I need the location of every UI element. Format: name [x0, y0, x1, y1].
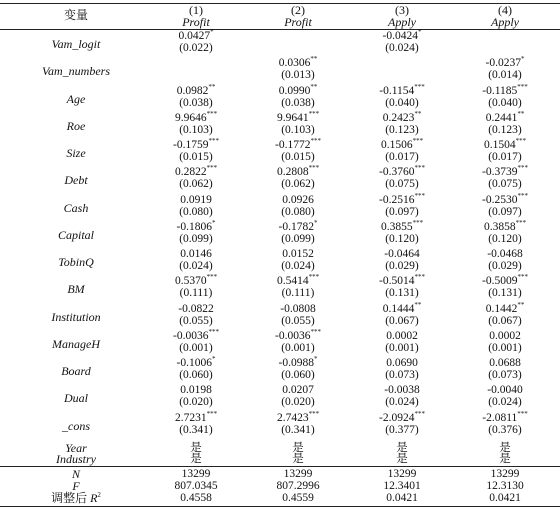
- coefficient-value: 0.2441: [485, 111, 518, 124]
- fixed-effect-value: 是: [292, 442, 304, 454]
- standard-error: (0.038): [179, 96, 213, 109]
- coefficient: [177, 357, 216, 369]
- fixed-effect-value: 是: [190, 442, 202, 454]
- coefficient: [174, 109, 218, 124]
- standard-error: (0.377): [385, 423, 419, 436]
- significance-stars: **: [208, 82, 216, 91]
- column-number: (4): [498, 3, 512, 17]
- coefficient-value: -0.0464: [384, 248, 420, 260]
- significance-stars: ***: [414, 409, 425, 418]
- coefficient: [485, 109, 525, 124]
- column-number: (2): [291, 3, 305, 17]
- coefficient-value: 0.0002: [386, 329, 418, 342]
- coefficient-value: 0.0198: [180, 384, 212, 397]
- coefficient-value: -0.0036: [173, 329, 209, 342]
- stat-label: F: [72, 479, 80, 493]
- coefficient-value: -0.2516: [379, 193, 415, 206]
- standard-error: (0.020): [179, 396, 213, 409]
- coefficient: [280, 303, 315, 315]
- standard-error: (0.040): [385, 96, 419, 109]
- significance-stars: *: [520, 55, 525, 64]
- coefficient-value: 0.0306: [278, 57, 311, 70]
- standard-error: (0.341): [179, 423, 213, 436]
- coefficient: [484, 139, 526, 151]
- fixed-effect-value: 是: [190, 453, 202, 465]
- coefficient: [379, 409, 425, 424]
- coefficient-value: 0.5370: [174, 275, 207, 288]
- coefficient-value: 0.0990: [278, 84, 311, 97]
- coefficient: [379, 166, 425, 178]
- significance-stars: **: [310, 82, 318, 91]
- coefficient: [180, 248, 212, 260]
- coefficient: [486, 57, 525, 69]
- coefficient: [277, 166, 319, 178]
- significance-stars: ***: [515, 137, 527, 145]
- coefficient: [384, 384, 419, 396]
- fixed-effect-value: 是: [499, 453, 511, 465]
- standard-error: (0.060): [281, 369, 315, 381]
- standard-error: (0.022): [179, 42, 213, 54]
- coefficient: [282, 194, 314, 206]
- coefficient-value: 0.0926: [282, 193, 314, 206]
- coefficient: [487, 248, 522, 260]
- standard-error: (0.067): [488, 314, 522, 327]
- coefficient: [276, 109, 320, 124]
- stat-label-symbol: R: [90, 491, 98, 505]
- coefficient-value: 0.1444: [382, 302, 415, 315]
- variable-name: Board: [61, 364, 91, 378]
- column-number: (3): [395, 3, 409, 17]
- coefficient-value: 0.0427: [178, 30, 211, 42]
- standard-error: (0.097): [385, 205, 419, 218]
- stat-value: 0.4559: [282, 492, 314, 504]
- significance-stars: **: [414, 109, 422, 118]
- stat-label-superscript: 2: [97, 491, 101, 499]
- coefficient-value: 0.0688: [489, 357, 521, 369]
- coefficient: [178, 30, 213, 42]
- standard-error: (0.080): [179, 205, 213, 218]
- coefficient: [482, 409, 528, 424]
- significance-stars: **: [414, 300, 422, 309]
- coefficient: [282, 248, 314, 260]
- coefficient: [489, 357, 521, 369]
- stat-label: [51, 492, 101, 504]
- significance-stars: ***: [308, 409, 320, 418]
- coefficient-value: 0.2808: [276, 166, 309, 179]
- coefficient-value: -0.3739: [482, 166, 518, 179]
- standard-error: (0.073): [385, 369, 419, 381]
- dependent-variable-label: Apply: [491, 15, 519, 29]
- standard-error: (0.017): [488, 151, 522, 163]
- variable-name: BM: [67, 282, 85, 297]
- coefficient-value: -0.1806: [176, 220, 212, 233]
- coefficient: [485, 300, 525, 315]
- stats-top-rule: [0, 466, 560, 467]
- significance-stars: *: [313, 218, 318, 227]
- coefficient: [381, 139, 423, 151]
- coefficient-value: 0.0919: [180, 193, 212, 206]
- standard-error: (0.080): [281, 205, 315, 218]
- coefficient-value: -2.0924: [379, 411, 415, 424]
- stat-value: 13299: [181, 468, 211, 480]
- coefficient-value: -0.5014: [379, 275, 415, 288]
- significance-stars: ***: [414, 191, 425, 200]
- fixed-effect-value: 是: [396, 442, 408, 454]
- fixed-effect-value: 是: [292, 453, 304, 465]
- variable-name: Age: [66, 91, 86, 106]
- coefficient: [278, 218, 318, 233]
- coefficient-value: -0.5009: [482, 275, 518, 288]
- coefficient-value: 0.2423: [382, 111, 415, 124]
- standard-error: (0.024): [281, 260, 315, 272]
- coefficient: [176, 82, 216, 97]
- variable-column-header: 变量: [63, 8, 89, 22]
- significance-stars: ***: [517, 409, 528, 418]
- stat-label-prefix: 调整后: [51, 491, 91, 505]
- coefficient: [278, 82, 318, 97]
- coefficient: [279, 57, 318, 69]
- significance-stars: ***: [206, 409, 218, 418]
- standard-error: (0.111): [281, 287, 315, 300]
- significance-stars: ***: [517, 82, 528, 91]
- coefficient-value: 0.3858: [483, 220, 516, 233]
- coefficient: [382, 300, 422, 315]
- coefficient-value: -0.0237: [485, 57, 521, 70]
- coefficient-value: 9.9641: [276, 111, 309, 124]
- standard-error: (0.015): [179, 151, 213, 163]
- standard-error: (0.029): [488, 260, 522, 272]
- significance-stars: ***: [308, 273, 320, 282]
- column-number: (1): [189, 3, 203, 17]
- coefficient: [180, 384, 212, 396]
- significance-stars: ***: [515, 218, 527, 227]
- coefficient-value: -0.0040: [487, 384, 523, 397]
- significance-stars: ***: [517, 164, 528, 173]
- standard-error: (0.014): [488, 69, 522, 82]
- significance-stars: ***: [208, 137, 219, 145]
- significance-stars: *: [210, 28, 214, 36]
- coefficient: [379, 82, 425, 97]
- coefficient-value: -0.2530: [482, 193, 518, 206]
- standard-error: (0.073): [488, 369, 522, 381]
- coefficient: [282, 384, 314, 396]
- standard-error: (0.062): [281, 178, 315, 191]
- standard-error: (0.131): [488, 287, 522, 300]
- coefficient: [483, 218, 527, 233]
- significance-stars: **: [517, 109, 525, 118]
- fixed-effect-label: Year: [65, 441, 87, 455]
- coefficient-value: 0.5414: [276, 275, 309, 288]
- standard-error: (0.067): [385, 314, 419, 327]
- coefficient-value: 0.1506: [380, 139, 413, 151]
- significance-stars: ***: [208, 327, 219, 336]
- coefficient: [379, 191, 425, 206]
- significance-stars: ***: [414, 82, 425, 91]
- coefficient-value: -0.0036: [275, 329, 311, 342]
- significance-stars: ***: [517, 273, 528, 282]
- coefficient-value: -0.1759: [173, 139, 209, 151]
- coefficient-value: -0.1782: [278, 220, 314, 233]
- standard-error: (0.111): [179, 287, 213, 300]
- fixed-effect-value: 是: [499, 442, 511, 454]
- standard-error: (0.097): [488, 205, 522, 218]
- significance-stars: ***: [206, 273, 218, 282]
- variable-name: Debt: [64, 173, 88, 188]
- coefficient: [487, 384, 522, 396]
- stat-label: N: [71, 467, 81, 481]
- standard-error: (0.001): [179, 341, 213, 354]
- significance-stars: *: [211, 355, 216, 363]
- significance-stars: ***: [412, 137, 424, 145]
- fixed-effect-value: 是: [396, 453, 408, 465]
- standard-error: (0.376): [488, 423, 522, 436]
- standard-error: (0.062): [179, 178, 213, 191]
- significance-stars: *: [211, 218, 216, 227]
- coefficient-value: 9.9646: [174, 111, 207, 124]
- standard-error: (0.055): [281, 314, 315, 327]
- stat-value: 12.3401: [383, 480, 421, 492]
- standard-error: (0.001): [385, 341, 419, 354]
- standard-error: (0.120): [385, 232, 419, 245]
- coefficient-value: -0.0822: [178, 302, 214, 315]
- standard-error: (0.024): [385, 42, 419, 54]
- variable-name: _cons: [62, 418, 90, 433]
- standard-error: (0.038): [281, 96, 315, 109]
- coefficient-value: 0.1442: [485, 302, 518, 315]
- coefficient: [380, 218, 424, 233]
- coefficient: [173, 139, 219, 151]
- standard-error: (0.015): [281, 151, 315, 163]
- standard-error: (0.017): [385, 151, 419, 163]
- variable-name: Vam_numbers: [42, 64, 110, 79]
- coefficient: [482, 166, 528, 178]
- stat-value: 13299: [387, 468, 417, 480]
- coefficient: [482, 275, 528, 287]
- coefficient-value: 0.1504: [483, 139, 516, 151]
- coefficient-value: 0.0207: [282, 384, 314, 397]
- significance-stars: *: [313, 355, 318, 363]
- coefficient-value: 0.0690: [386, 357, 418, 369]
- coefficient-value: 0.0982: [176, 84, 209, 97]
- coefficient-value: -0.1154: [379, 84, 415, 97]
- coefficient: [384, 248, 419, 260]
- coefficient: [489, 330, 521, 342]
- coefficient: [386, 357, 418, 369]
- coefficient-value: -0.0038: [384, 384, 420, 397]
- coefficient: [176, 218, 216, 233]
- stat-value: 0.0421: [386, 492, 418, 504]
- variable-name: TobinQ: [58, 255, 94, 269]
- stat-value: 13299: [283, 468, 313, 480]
- standard-error: (0.099): [281, 232, 315, 245]
- coefficient-value: -2.0811: [482, 411, 518, 424]
- standard-error: (0.024): [488, 396, 522, 409]
- significance-stars: ***: [414, 273, 425, 282]
- standard-error: (0.075): [488, 178, 522, 191]
- dependent-variable-label: Profit: [284, 15, 312, 29]
- significance-stars: **: [310, 55, 318, 64]
- coefficient-value: 2.7423: [276, 411, 309, 424]
- standard-error: (0.013): [281, 69, 315, 82]
- coefficient-value: -0.1185: [482, 84, 518, 97]
- significance-stars: ***: [517, 191, 528, 200]
- table-bottom-rule: [0, 506, 560, 507]
- stat-value: 12.3130: [486, 480, 524, 492]
- header-bottom-rule: [0, 29, 560, 30]
- significance-stars: ***: [206, 109, 218, 118]
- stat-value: 807.2996: [276, 480, 320, 492]
- coefficient: [275, 139, 321, 151]
- coefficient-value: 0.0002: [489, 329, 521, 342]
- coefficient-value: 0.2822: [174, 166, 207, 179]
- coefficient-value: -0.0808: [280, 302, 316, 315]
- coefficient: [175, 166, 217, 178]
- coefficient: [173, 327, 219, 342]
- variable-name: Institution: [51, 309, 101, 324]
- standard-error: (0.024): [385, 396, 419, 409]
- coefficient: [178, 303, 213, 315]
- coefficient: [279, 357, 318, 369]
- coefficient-value: -0.0468: [487, 248, 523, 260]
- standard-error: (0.131): [385, 287, 419, 300]
- standard-error: (0.040): [488, 96, 522, 109]
- variable-name: Roe: [66, 118, 86, 133]
- significance-stars: ***: [308, 109, 320, 118]
- standard-error: (0.001): [488, 341, 522, 354]
- significance-stars: ***: [414, 164, 425, 173]
- variable-name: Dual: [64, 391, 88, 406]
- coefficient-value: -0.0424: [382, 30, 418, 42]
- standard-error: (0.103): [179, 123, 213, 136]
- coefficient: [379, 275, 425, 287]
- stat-value: 13299: [490, 468, 520, 480]
- standard-error: (0.341): [281, 423, 315, 436]
- variable-name: Size: [66, 146, 86, 160]
- standard-error: (0.020): [281, 396, 315, 409]
- coefficient: [277, 275, 319, 287]
- standard-error: (0.123): [385, 123, 419, 136]
- standard-error: (0.075): [385, 178, 419, 191]
- standard-error: (0.123): [488, 123, 522, 136]
- coefficient: [482, 191, 528, 206]
- coefficient-value: 0.3855: [380, 220, 413, 233]
- standard-error: (0.024): [179, 260, 213, 272]
- coefficient: [174, 409, 218, 424]
- significance-stars: *: [417, 28, 422, 36]
- coefficient: [275, 327, 321, 342]
- standard-error: (0.060): [179, 369, 213, 381]
- standard-error: (0.103): [281, 123, 315, 136]
- dependent-variable-label: Apply: [388, 15, 416, 29]
- standard-error: (0.029): [385, 260, 419, 272]
- coefficient-value: 0.0152: [282, 248, 314, 260]
- variable-name: Vam_logit: [51, 37, 101, 51]
- significance-stars: ***: [412, 218, 424, 227]
- significance-stars: ***: [308, 164, 320, 173]
- coefficient-value: 2.7231: [174, 411, 207, 424]
- fixed-effect-label: Industry: [56, 452, 96, 466]
- stat-value: 0.4558: [180, 492, 212, 504]
- table-top-rule: [0, 3, 560, 4]
- significance-stars: ***: [206, 164, 218, 173]
- coefficient: [382, 109, 422, 124]
- coefficient-value: -0.3760: [379, 166, 415, 179]
- standard-error: (0.099): [179, 232, 213, 245]
- significance-stars: ***: [310, 327, 321, 336]
- significance-stars: **: [517, 300, 525, 309]
- coefficient-value: -0.0988: [278, 357, 314, 369]
- coefficient-value: -0.1006: [176, 357, 212, 369]
- coefficient: [180, 194, 212, 206]
- stat-value: 807.0345: [174, 480, 218, 492]
- standard-error: (0.001): [281, 341, 315, 354]
- variable-name: Cash: [63, 200, 89, 215]
- significance-stars: ***: [310, 137, 321, 145]
- stat-value: 0.0421: [489, 492, 521, 504]
- coefficient: [482, 82, 528, 97]
- coefficient: [386, 330, 418, 342]
- coefficient-value: 0.0146: [180, 248, 212, 260]
- variable-name: ManageH: [52, 336, 100, 351]
- coefficient: [175, 275, 217, 287]
- standard-error: (0.055): [179, 314, 213, 327]
- variable-name: Capital: [57, 227, 95, 242]
- standard-error: (0.120): [488, 232, 522, 245]
- coefficient-value: -0.1772: [275, 139, 311, 151]
- coefficient: [276, 409, 320, 424]
- coefficient: [383, 30, 422, 42]
- dependent-variable-label: Profit: [182, 15, 210, 29]
